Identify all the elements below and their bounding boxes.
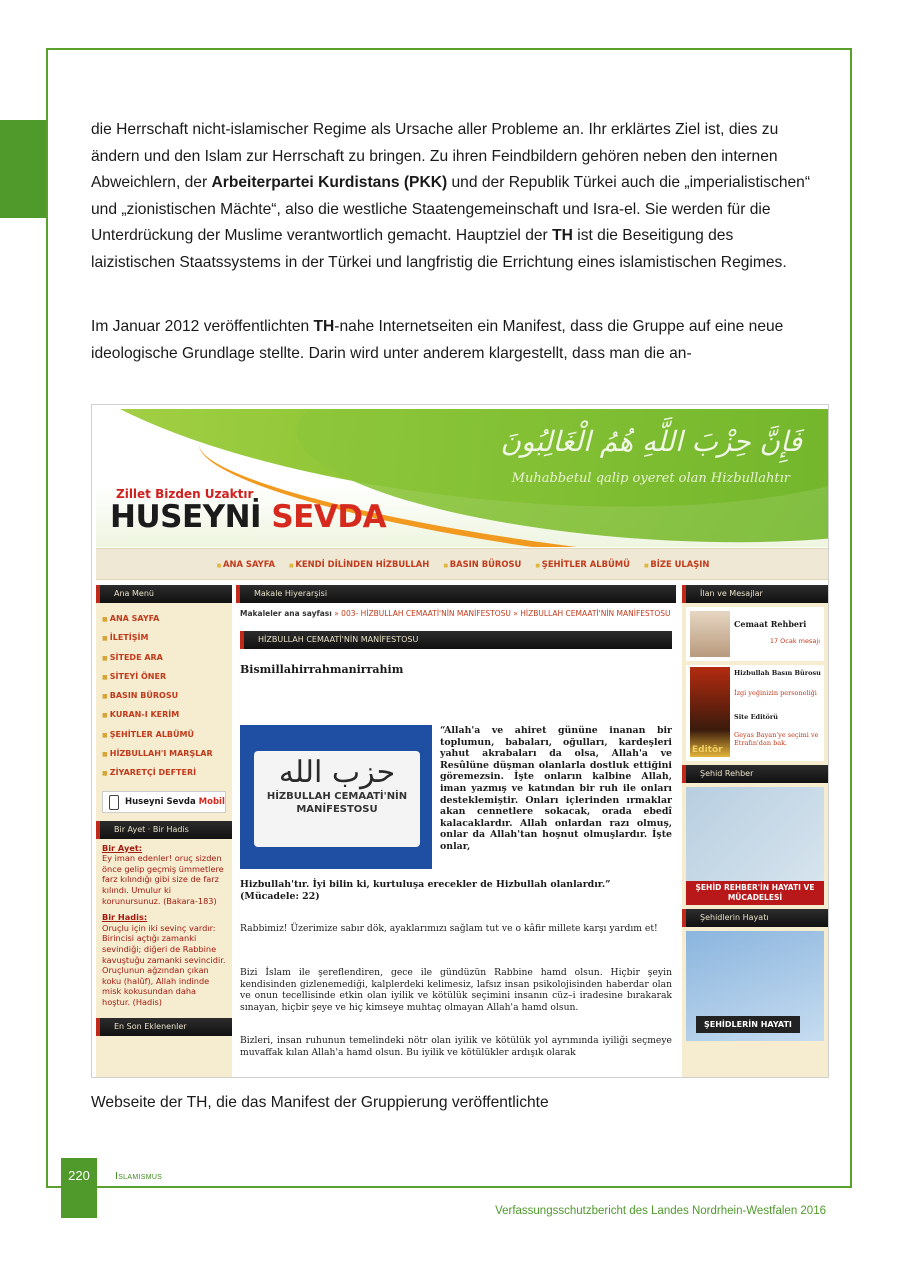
breadcrumb: Makaleler ana sayfası » 003- HİZBULLAH CEMAATİ'NİN MANİFESTOSU » HİZBULLAH CEMAATİ'NİN MANİFESTOSU [240, 609, 671, 618]
text-run: -nahe Internetseiten ein Manifest, dass die Gruppe auf eine neue ideologische Grundlage stellte. Darin wird unter anderem klargestellt, dass man die an- [91, 318, 784, 362]
menu-item[interactable]: ■ HİZBULLAH'I MARŞLAR [102, 744, 232, 763]
text-run: Im Januar 2012 veröffentlichten [91, 318, 314, 335]
leader-photo [690, 611, 730, 657]
menu-item[interactable]: ■ SİTEYİ ÖNER [102, 667, 232, 686]
main-menu [96, 609, 232, 783]
chapter-tab [0, 120, 46, 218]
article-hierarchy-title: Makale Hiyerarşisi [236, 585, 676, 603]
arabic-title: فَإِنَّ حِزْبَ اللَّهِ هُمُ الْغَالِبُونَ [500, 425, 802, 458]
site-nav [96, 548, 829, 580]
text-run: und der Republik Türkei auch die „imperialistischen“ und „zionistischen Mächte“, also die westliche Staatengemeinschaft und Isra-el. Sie werden für die Unterdrückung der Muslime verantwortlich gemacht. Hauptziel der [91, 174, 811, 244]
arabic-subtitle: Muhabbetul qalip oyeret olan Hizbullahtır [511, 471, 790, 486]
editor-box: Hizbullah Basın Bürosu İzgi yeğinizin personeliği Site Editörü Geyas Bayan'ye seçimi ve Etrafın'dan bak. Editör [686, 665, 824, 761]
text-run: ist die Beseitigung des laizistischen Staatssystems in der Türkei und langfristig die Errichtung eines islamistischen Regimes. [91, 227, 787, 271]
editor-image [690, 667, 730, 757]
article-paragraph-3: Bizleri, insan ruhunun temelindeki nötr olan iyilik ve kötülük yol ayrımında iyiliği seçmeye muvaffak kılan Allah'a hamd olsun. Bu iyilik ve kötülükler ardışık olarak [240, 1035, 672, 1058]
paragraph-2 [91, 314, 821, 367]
menu-item[interactable]: ■ SİTEDE ARA [102, 648, 232, 667]
menu-item[interactable]: ■ BASIN BÜROSU [102, 686, 232, 705]
footer: Verfassungsschutzbericht des Landes Nordrhein-Westfalen 2016 [495, 1205, 826, 1217]
bold-term: TH [313, 318, 335, 335]
menu-item[interactable]: ■ İLETİŞİM [102, 628, 232, 647]
article-paragraph-2: Bizi İslam ile şereflendiren, gece ile gündüzün Rabbine hamd olsun. Hiçbir şeyin kendisinden gizlenemediği, kalplerdeki kelimesiz, lafsız insan psikolojisinden haberdar olan ve onun tecellisinde etkin olan iyilik ve kötülük seçimini insanın cüz–i iradesine bırakarak sınayan, hiçbir şeye ve hiç kimseye muhtaç olmayan Allah'a hamd olsun. [240, 967, 672, 1013]
nav-item[interactable]: ■ BASIN BÜROSU [443, 559, 521, 569]
hayat-title: Şehidlerin Hayatı [682, 909, 828, 927]
bold-term: TH [552, 227, 573, 244]
nav-item[interactable]: ■ ŞEHİTLER ALBÜMÜ [535, 559, 630, 569]
leader-box: Cemaat Rehberi 17 Ocak mesajı [686, 607, 824, 661]
menu-item[interactable]: ■ ZİYARETÇİ DEFTERİ [102, 763, 232, 782]
announcements-title: İlan ve Mesajlar [682, 585, 828, 603]
menu-item[interactable]: ■ ŞEHİTLER ALBÜMÜ [102, 725, 232, 744]
nav-item[interactable]: ■ ANA SAYFA [217, 559, 275, 569]
site-header [96, 409, 829, 547]
latest-title: En Son Eklenenler [96, 1018, 232, 1036]
sehid-title: Şehid Rehber [682, 765, 828, 783]
quote-tail: Hizbullah'tır. İyi bilin ki, kurtuluşa erecekler de Hizbullah olanlardır.” (Mücadele: 22) [240, 879, 611, 902]
text-run: die Herrschaft nicht-islamischer Regime als Ursache aller Probleme an. Ihr erklärtes Ziel ist, dies zu ändern und den Islam zur Herrschaft zu bringen. Zu ihren Feindbildern gehören neben den internen Abweichlern, der [91, 121, 779, 191]
ayet-box: Bir Ayet: Ey iman edenler! oruç sizden önce gelip geçmiş ümmetlere farz kılındığı gibi size de farz kılındı. Umulur ki korunursunuz. (Bakara-183) Bir Hadis: Oruçlu için iki sevinç vardır: Birincisi açtığı zamanki sevindiği; diğeri de Rabbine kavuştuğu zamanki sevincidir. Oruçlunun ağzından çıkan koku (halûf), Allah indinde misk kokusundan daha hoştur. (Hadis) [102, 842, 226, 1007]
figure-caption: Webseite der TH, die das Manifest der Gruppierung veröffentlichte [91, 1094, 549, 1111]
page-number-box [61, 1158, 97, 1218]
menu-item[interactable]: ■ ANA SAYFA [102, 609, 232, 628]
nav-item[interactable]: ■ KENDİ DİLİNDEN HİZBULLAH [289, 559, 429, 569]
paragraph-1 [91, 117, 821, 276]
bold-term: Arbeiterpartei Kurdistans (PKK) [211, 174, 448, 191]
article-paragraph-1: Rabbimiz! Üzerimize sabır dök, ayaklarımızı sağlam tut ve o kâfir millete karşı yardım et! [240, 923, 658, 934]
site-logo: HUSEYNİ SEVDA [110, 499, 387, 535]
site-slogan: Zillet Bizden Uzaktır [116, 487, 254, 501]
hayat-banner: ŞEHİDLERİN HAYATI [686, 931, 824, 1041]
page-number: 220 [68, 1168, 90, 1183]
article-title-bar: HİZBULLAH CEMAATİ'NİN MANİFESTOSU [240, 631, 672, 649]
bismillah: Bismillahirrahmanirrahim [240, 663, 404, 676]
manifest-image: حزب الله HİZBULLAH CEMAATİ'NİN MANİFESTOSU [240, 725, 432, 869]
menu-title: Ana Menü [96, 585, 232, 603]
right-column [682, 585, 828, 1078]
quote-text: “Allah'a ve ahiret gününe inanan bir toplumun, babaları, oğulları, kardeşleri yahut akrabaları da olsa, Allah'a ve Resûlüne düşman olanlarla dostluk ettiğini göremezsin. İşte onların kalbine Allah, iman yazmış ve katından bir ruh ile onları desteklemiştir. Onları içlerinden ırmaklar akan cennetlere sokacak, orada ebedî kalacaklardır. Allah onlardan razı olmuş, onlar da Allah'tan hoşnut olmuşlardır. İşte onlar, [440, 725, 672, 852]
sehid-banner: ŞEHİD REHBER'İN HAYATI VE MÜCADELESİ [686, 787, 824, 905]
left-column [96, 585, 232, 1078]
ayet-title: Bir Ayet · Bir Hadis [96, 821, 232, 839]
nav-item[interactable]: ■ BİZE ULAŞIN [644, 559, 709, 569]
article-column [236, 585, 676, 1078]
menu-item[interactable]: ■ KURAN-I KERİM [102, 705, 232, 724]
mobile-link: Huseyni Sevda Mobil [102, 791, 226, 813]
running-head: Islamismus [115, 1170, 163, 1182]
website-screenshot [91, 404, 829, 1078]
